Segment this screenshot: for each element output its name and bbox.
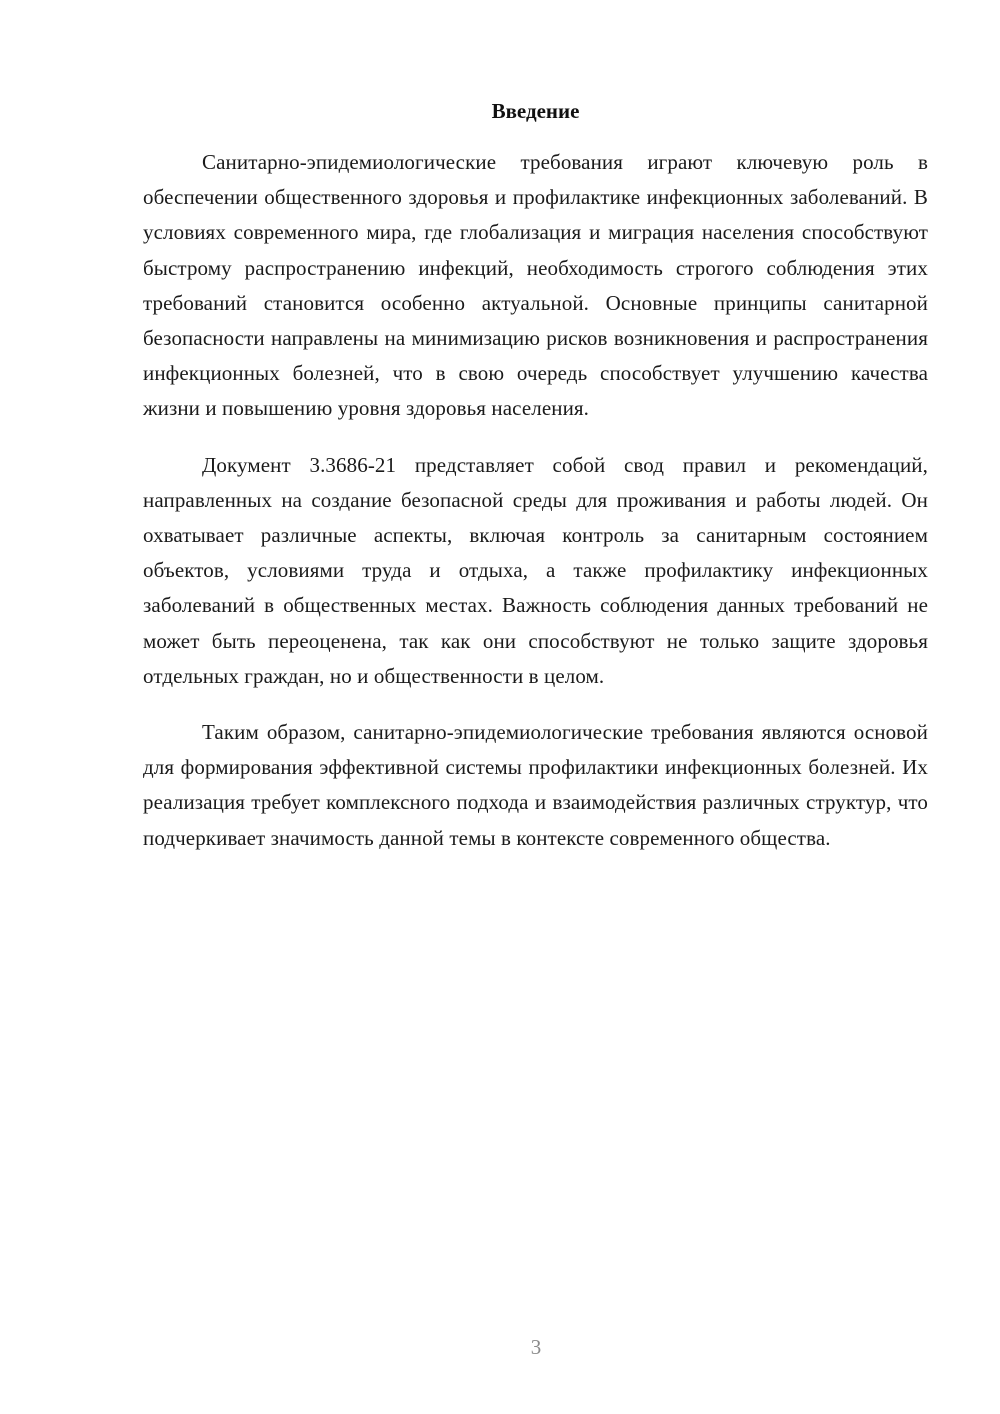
page-content [143, 96, 928, 877]
page-number: 3 [530, 1335, 542, 1359]
paragraph-3: Таким образом, санитарно-эпидемиологические требования являются основой для формирования эффективной системы профилактики инфекционных болезней. Их реализация требует комплексного подхода и взаимодействия различных структур, что подчеркивает значимость данной темы в контексте современного общества. [143, 720, 928, 850]
section-title: Введение [491, 99, 580, 123]
paragraph-1: Санитарно-эпидемиологические требования играют ключевую роль в обеспечении общественного здоровья и профилактике инфекционных заболеваний. В условиях современного мира, где глобализация и миграция населения способствуют быстрому распространению инфекций, необходимость строгого соблюдения этих требований становится особенно актуальной. Основные принципы санитарной безопасности направлены на минимизацию рисков возникновения и распространения инфекционных болезней, что в свою очередь способствует улучшению качества жизни и повышению уровня здоровья населения. [143, 150, 928, 421]
paragraph-2: Документ 3.3686-21 представляет собой свод правил и рекомендаций, направленных на создание безопасной среды для проживания и работы людей. Он охватывает различные аспекты, включая контроль за санитарным состоянием объектов, условиями труда и отдыха, а также профилактику инфекционных заболеваний в общественных местах. Важность соблюдения данных требований не может быть переоценена, так как они способствуют не только защите здоровья отдельных граждан, но и общественности в целом. [143, 452, 928, 688]
